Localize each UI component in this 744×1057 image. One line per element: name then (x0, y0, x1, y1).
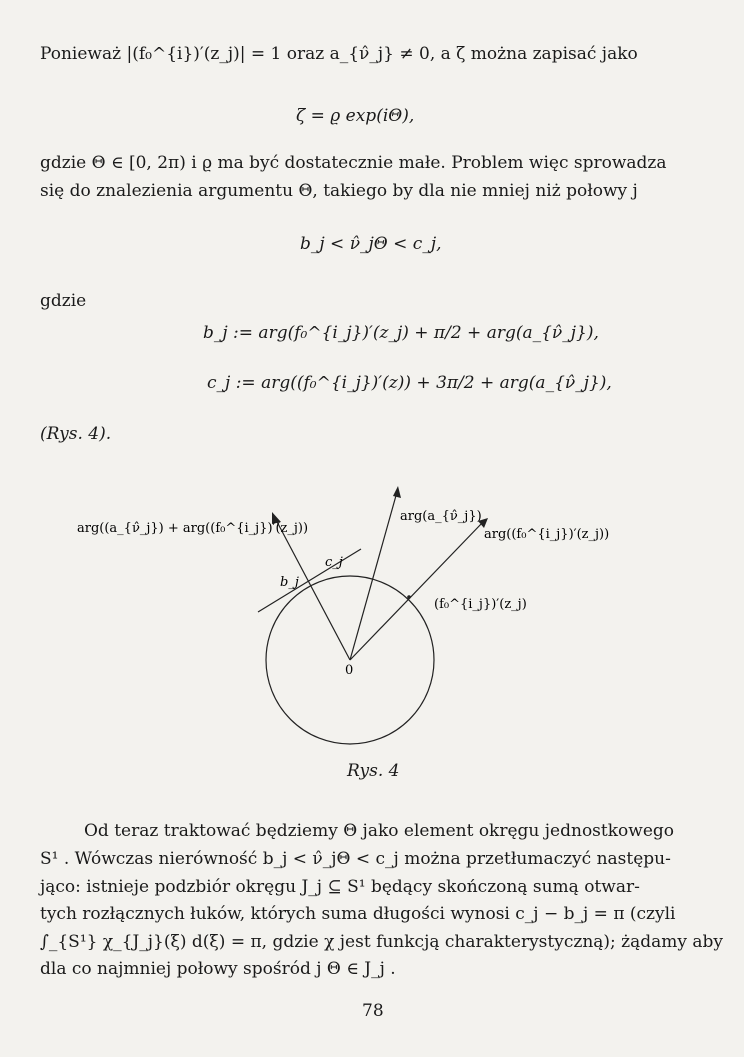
label-left-ray: arg((a_{ν̂_j}) + arg((f₀^{i_j})′(z_j)) (77, 521, 309, 536)
label-bj: b_j (280, 575, 299, 590)
paragraph-problem-line-2: się do znalezienia argumentu Θ, takiego by dla nie mniej niż połowy j (40, 181, 638, 201)
label-origin: 0 (345, 663, 354, 678)
equation-inequality: b_j < ν̂_jΘ < c_j, (300, 234, 442, 254)
figure-reference: (Rys. 4). (40, 424, 112, 444)
paragraph-final-line-3: jąco: istnieje podzbiór okręgu J_j ⊆ S¹ będący skończoną sumą otwar- (40, 877, 640, 897)
paragraph-final-line-4: tych rozłącznych łuków, których suma długości wynosi c_j − b_j = π (czyli (40, 904, 676, 924)
label-mid-ray: arg(a_{ν̂_j}) (400, 509, 482, 524)
label-cj: c_j (325, 555, 343, 570)
equation-bj: b_j := arg(f₀^{i_j})′(z_j) + π/2 + arg(a_{ν̂_j}), (203, 323, 599, 343)
paragraph-final-line-6: dla co najmniej połowy spośród j Θ ∈ J_j . (40, 959, 396, 979)
paragraph-final-line-1: Od teraz traktować będziemy Θ jako element okręgu jednostkowego (84, 821, 675, 841)
equation-cj: c_j := arg((f₀^{i_j})′(z)) + 3π/2 + arg(a_{ν̂_j}), (207, 373, 612, 393)
tangent-line (258, 549, 361, 612)
arrow-mid-icon (393, 486, 401, 498)
paragraph-final-line-5: ∫_{S¹} χ_{J_j}(ξ) d(ξ) = π, gdzie χ jest funkcją charakterystyczną); żądamy aby (40, 932, 724, 952)
paragraph-intro: Ponieważ |(f₀^{i})′(z_j)| = 1 oraz a_{ν̂_j} ≠ 0, a ζ można zapisać jako (40, 44, 638, 64)
label-right-ray: arg((f₀^{i_j})′(z_j)) (484, 527, 610, 542)
point-marker (407, 595, 411, 599)
label-gdzie: gdzie (40, 291, 87, 311)
ray-right (350, 522, 483, 660)
page-number: 78 (362, 1001, 384, 1021)
figure-caption: Rys. 4 (347, 761, 400, 781)
paragraph-final-line-2: S¹ . Wówczas nierówność b_j < ν̂_jΘ < c_j można przetłumaczyć następu- (40, 849, 671, 869)
equation-zeta: ζ = ϱ exp(iΘ), (296, 106, 415, 126)
paragraph-problem-line-1: gdzie Θ ∈ [0, 2π) i ϱ ma być dostatecznie małe. Problem więc sprowadza (40, 153, 667, 173)
figure-diagram (0, 470, 744, 790)
label-point: (f₀^{i_j})′(z_j) (434, 597, 527, 612)
